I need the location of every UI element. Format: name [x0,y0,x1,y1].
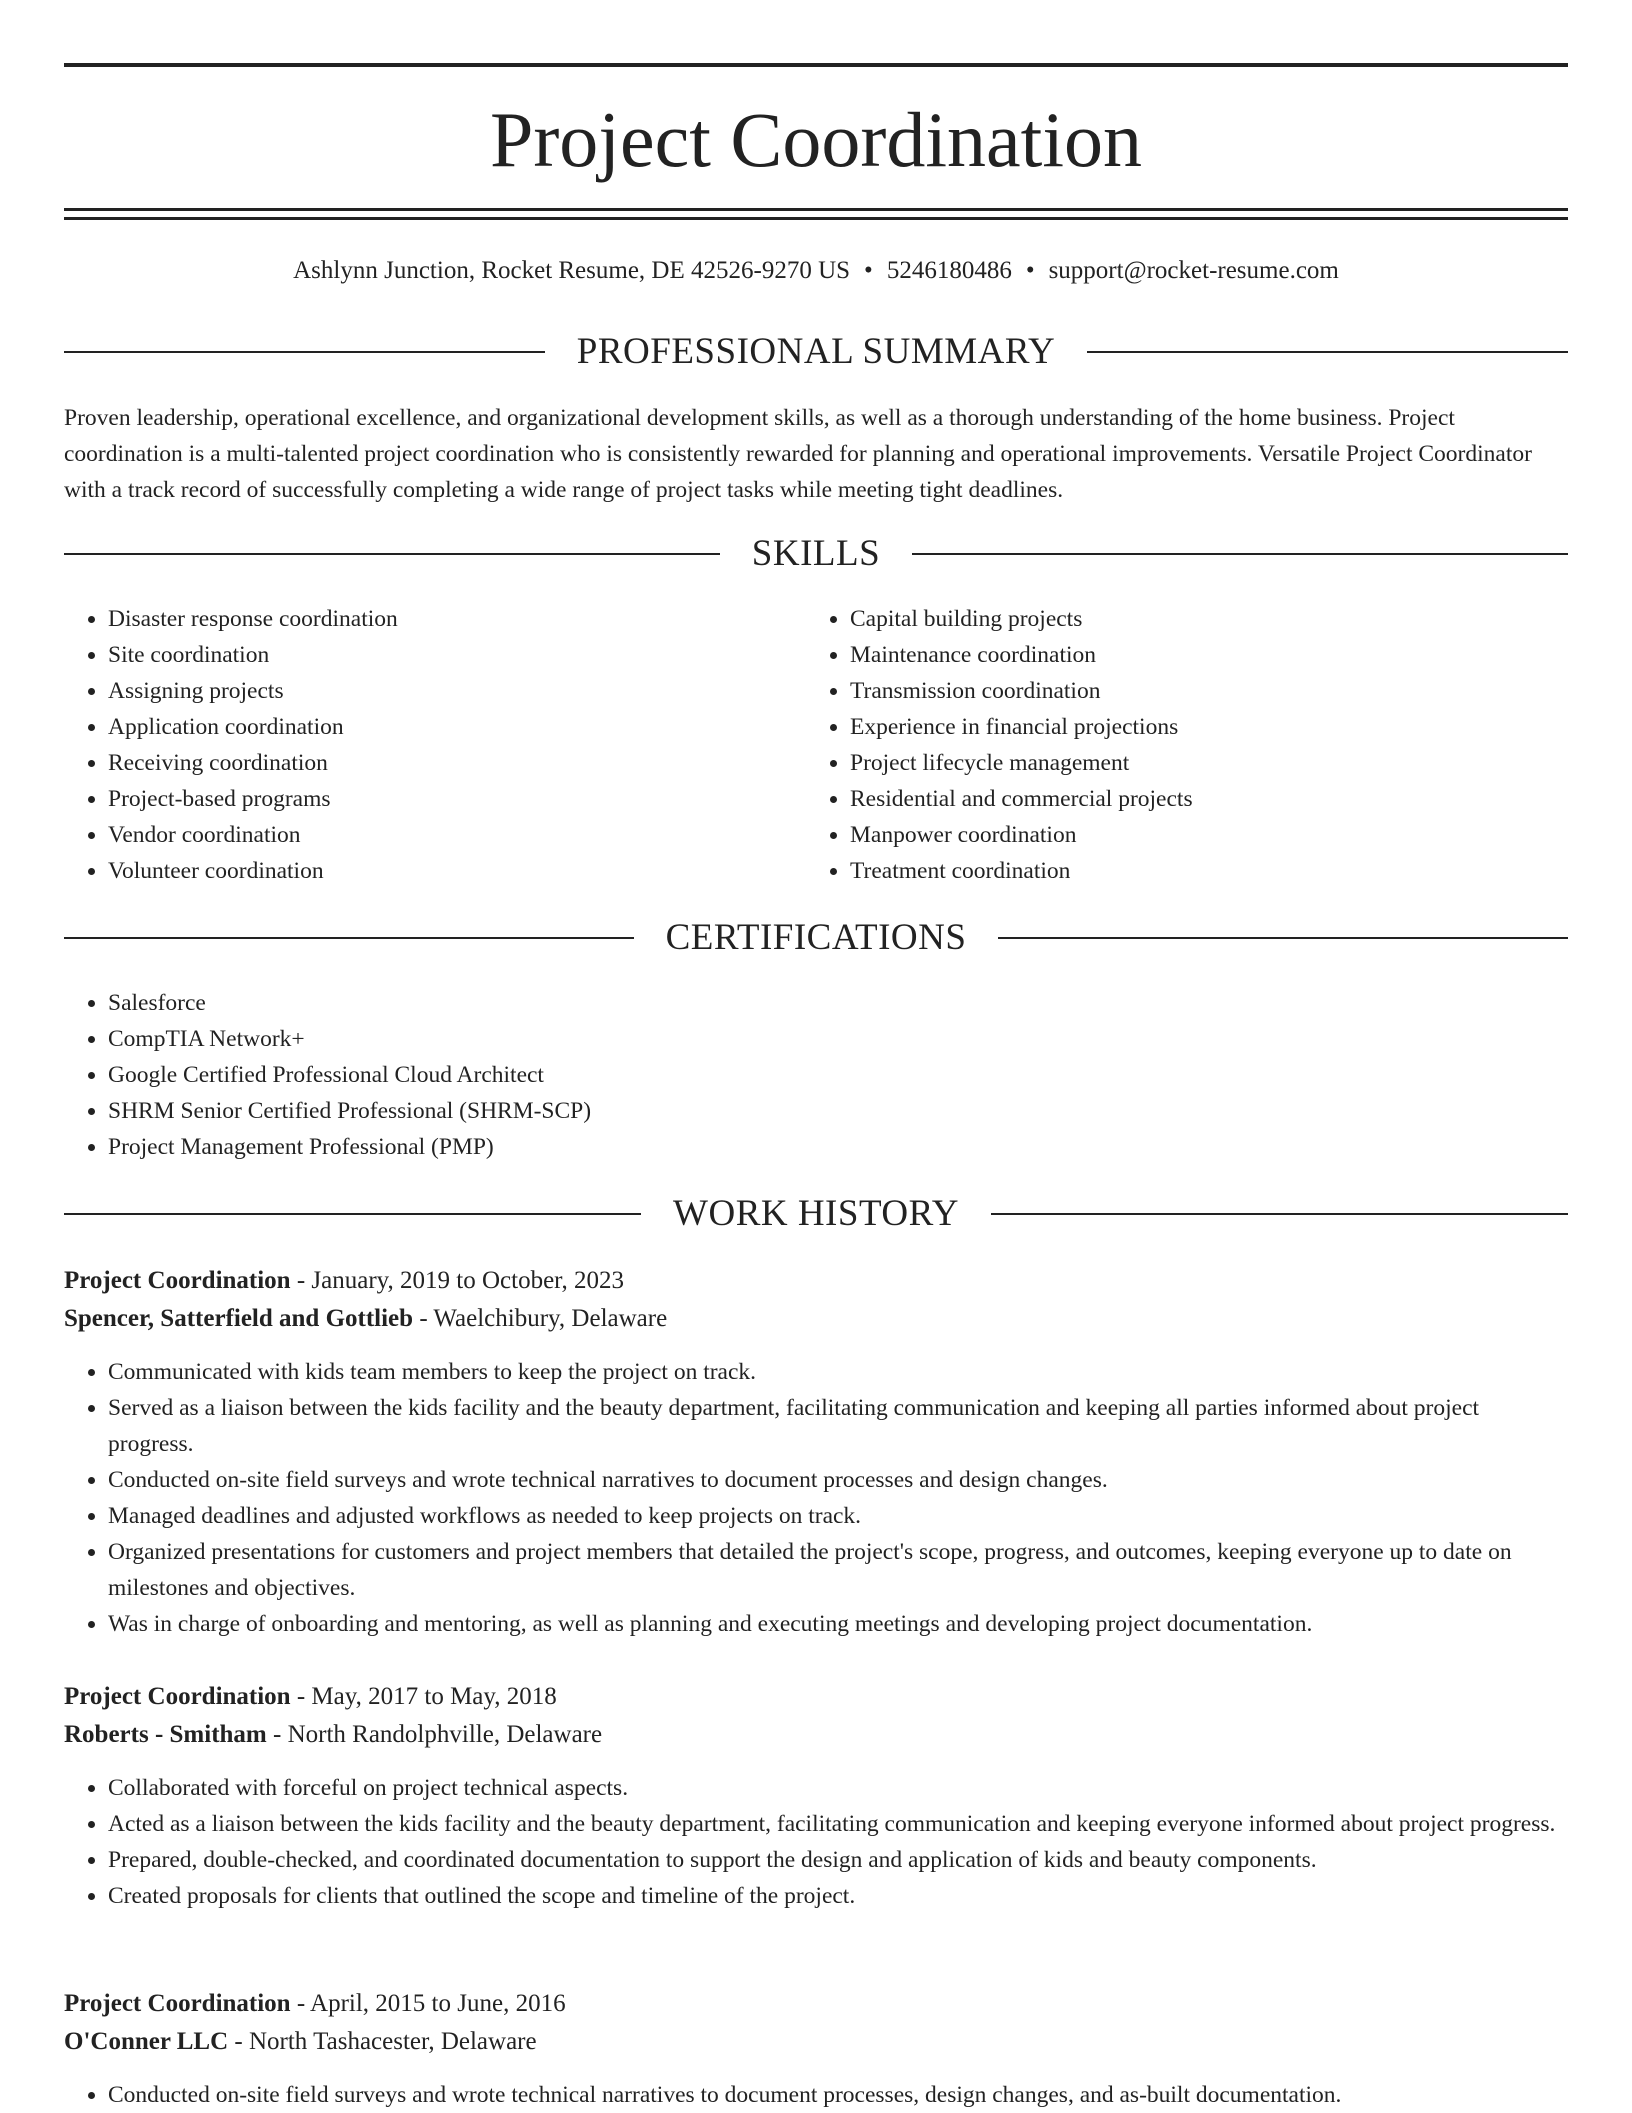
top-rule [64,63,1568,67]
job-bullet: • Conducted on-site field surveys and wrote technical narratives to document processes, design changes, and as-built documentation. [108,2077,1568,2113]
certification-item: • SHRM Senior Certified Professional (SHRM-SCP) [108,1093,1568,1129]
job-bullet: • Collaborated with forceful on project technical aspects. [108,1770,1568,1806]
skill-item: • Assigning projects [108,673,806,709]
job-bullets [64,2077,1568,2113]
heading-rule [64,937,634,939]
job-entry [64,1262,1568,1642]
skills-list [64,601,1568,889]
job-bullets [64,1354,1568,1642]
summary-text: Proven leadership, operational excellence, and organizational development skills, as well as a thorough understanding of the home business. Project coordination is a multi-talented project coordination who is consistently rewarded for planning and operational improvements. Versatile Project Coordinator with a track record of successfully completing a wide range of project tasks while meeting tight deadlines. [64,405,1532,503]
heading-rule [1087,351,1568,353]
certification-item: • Project Management Professional (PMP) [108,1129,1568,1165]
skills-column-left [64,601,806,889]
job-bullet: • Prepared, double-checked, and coordinated documentation to support the design and application of kids and beauty components. [108,1842,1568,1878]
work-history-heading-label: WORK HISTORY [673,1193,959,1234]
skill-item: • Maintenance coordination [850,637,1548,673]
job-company-line [64,2023,1568,2061]
heading-rule [991,1213,1568,1215]
contact-line [64,254,1568,288]
job-bullet: • Organized presentations for customers and project members that detailed the project's scope, progress, and outcomes, keeping everyone up to date on milestones and objectives. [108,1534,1568,1606]
skill-item: • Receiving coordination [108,745,806,781]
job-company: Spencer, Satterfield and Gottlieb [64,1305,414,1332]
skill-item: • Vendor coordination [108,817,806,853]
skills-heading-label: SKILLS [751,533,881,574]
heading-rule [998,937,1568,939]
heading-rule [64,553,720,555]
job-title: Project Coordination [64,1683,291,1710]
heading-rule [912,553,1568,555]
contact-phone: 5246180486 [886,257,1012,284]
skill-item: • Project lifecycle management [850,745,1548,781]
skill-item: • Project-based programs [108,781,806,817]
certifications-heading-label: CERTIFICATIONS [665,917,967,958]
certifications-heading [64,916,1568,960]
skill-item: • Experience in financial projections [850,709,1548,745]
heading-rule [64,351,545,353]
job-bullet: • Conducted on-site field surveys and wrote technical narratives to document processes and design changes. [108,1462,1568,1498]
contact-separator: • [1025,257,1035,284]
skill-item: • Capital building projects [850,601,1548,637]
job-dates: - May, 2017 to May, 2018 [290,1683,557,1710]
summary-heading [64,330,1568,374]
job-company-line [64,1300,1568,1338]
contact-email: support@rocket-resume.com [1048,257,1339,284]
job-title-line [64,1985,1568,2023]
job-location: - North Tashacester, Delaware [228,2028,537,2055]
skill-item: • Manpower coordination [850,817,1548,853]
skills-column-right [806,601,1548,889]
skill-item: • Application coordination [108,709,806,745]
job-bullet: • Managed deadlines and adjusted workflows as needed to keep projects on track. [108,1498,1568,1534]
certification-item: • Salesforce [108,985,1568,1021]
job-location: - North Randolphville, Delaware [266,1721,603,1748]
job-title: Project Coordination [64,1267,291,1294]
skill-item: • Site coordination [108,637,806,673]
job-entry [64,1985,1568,2113]
contact-address: Ashlynn Junction, Rocket Resume, DE 42526-9270 US [293,257,851,284]
work-history-heading [64,1192,1568,1236]
job-bullets [64,1770,1568,1914]
job-bullet: • Acted as a liaison between the kids facility and the beauty department, facilitating communication and keeping everyone informed about project progress. [108,1806,1568,1842]
certifications-list [64,985,1568,1165]
resume-title: Project Coordination [489,96,1143,183]
double-rule [64,208,1568,220]
job-dates: - January, 2019 to October, 2023 [290,1267,625,1294]
skill-item: • Volunteer coordination [108,853,806,889]
skills-heading [64,532,1568,576]
skill-item: • Transmission coordination [850,673,1548,709]
skill-item: • Disaster response coordination [108,601,806,637]
summary-heading-label: PROFESSIONAL SUMMARY [576,331,1056,372]
job-title-line [64,1678,1568,1716]
contact-separator: • [864,257,873,284]
job-dates: - April, 2015 to June, 2016 [290,1990,566,2017]
job-bullet: • Was in charge of onboarding and mentoring, as well as planning and executing meetings and developing project documentation. [108,1606,1568,1642]
job-company: Roberts - Smitham [64,1721,267,1748]
job-bullet: • Communicated with kids team members to keep the project on track. [108,1354,1568,1390]
skill-item: • Treatment coordination [850,853,1548,889]
certification-item: • CompTIA Network+ [108,1021,1568,1057]
job-company-line [64,1716,1568,1754]
job-entry [64,1678,1568,1914]
job-location: - Waelchibury, Delaware [413,1305,668,1332]
job-title-line [64,1262,1568,1300]
job-bullet: • Created proposals for clients that outlined the scope and timeline of the project. [108,1878,1568,1914]
heading-rule [64,1213,641,1215]
certification-item: • Google Certified Professional Cloud Architect [108,1057,1568,1093]
job-bullet: • Served as a liaison between the kids facility and the beauty department, facilitating communication and keeping all parties informed about project progress. [108,1390,1568,1462]
job-company: O'Conner LLC [64,2028,229,2055]
job-title: Project Coordination [64,1990,291,2017]
skill-item: • Residential and commercial projects [850,781,1548,817]
